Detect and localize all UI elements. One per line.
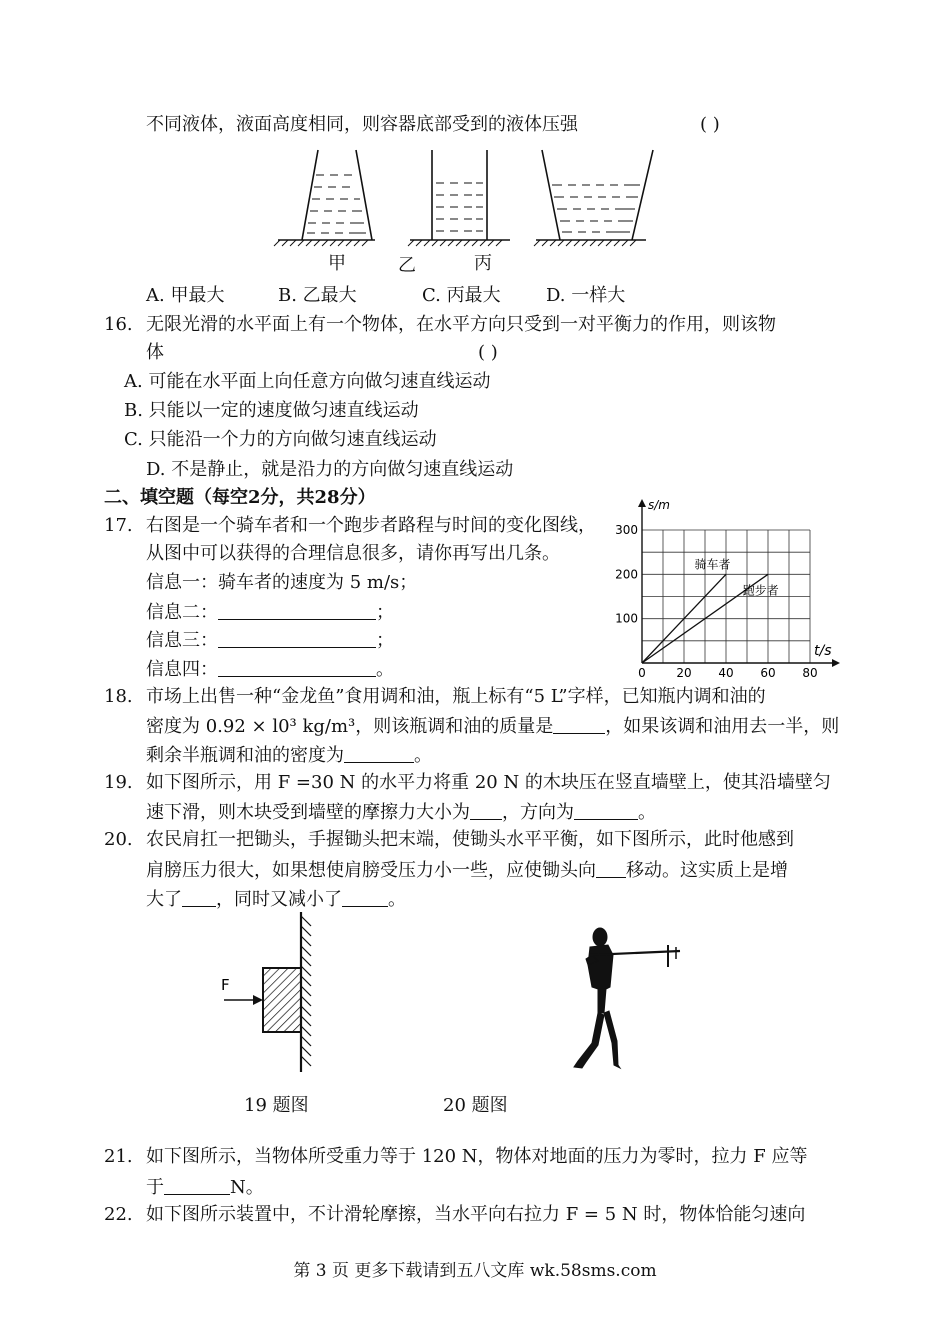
chart-series-label-runner: 跑步者 xyxy=(742,583,779,598)
q18-number: 18. xyxy=(104,686,133,707)
q19-direction-blank[interactable] xyxy=(574,802,638,820)
q15-stem: 不同液体，液面高度相同，则容器底部受到的液体压强 xyxy=(146,114,578,135)
q19-stem-line2 xyxy=(146,802,656,822)
q19-line2-tail: 。 xyxy=(638,802,656,823)
q15-option-d: D. 一样大 xyxy=(546,285,626,306)
q18-line3-tail: 。 xyxy=(414,745,432,766)
q20-line3-mid: ，同时又减小了 xyxy=(216,889,342,910)
x-axis-arrow xyxy=(832,659,840,667)
q17-info2-semicolon: ； xyxy=(376,602,394,623)
q17-info4-blank[interactable] xyxy=(218,659,376,677)
y-axis-arrow xyxy=(638,499,646,507)
q20-direction-blank[interactable] xyxy=(596,860,626,878)
q20-decrease-blank[interactable] xyxy=(342,889,388,907)
q20-stem-line2 xyxy=(146,860,788,880)
q19-line2-mid: ，方向为 xyxy=(502,802,574,823)
q20-number: 20. xyxy=(104,829,133,850)
fig19-block-wall-diagram xyxy=(210,910,330,1075)
q15-containers-figure xyxy=(270,145,670,255)
q18-stem-line3 xyxy=(146,745,432,765)
y-tick-label: 300 xyxy=(615,523,638,537)
q17-info2 xyxy=(146,602,394,622)
q16-option-d: D. 不是静止，就是沿力的方向做匀速直线运动 xyxy=(146,459,514,480)
q17-info2-label: 信息二： xyxy=(146,602,218,623)
q15-label-bing: 丙 xyxy=(474,253,492,274)
q18-stem-line1: 市场上出售一种“金龙鱼”食用调和油，瓶上标有“5 L”字样，已知瓶内调和油的 xyxy=(146,686,766,707)
chart-y-axis-label: s/m xyxy=(648,498,670,512)
q17-info3-semicolon: ； xyxy=(376,630,394,651)
q18-line3-text: 剩余半瓶调和油的密度为 xyxy=(146,745,344,766)
q17-info3-label: 信息三： xyxy=(146,630,218,651)
q20-line2-text: 肩膀压力很大，如果想使肩膀受压力小一些，应使锄头向 xyxy=(146,860,596,881)
chart-grid xyxy=(642,530,810,663)
q20-increase-blank[interactable] xyxy=(182,889,216,907)
q21-force-blank[interactable] xyxy=(164,1177,230,1195)
q20-stem-line3 xyxy=(146,889,406,909)
y-tick-label: 200 xyxy=(615,567,638,582)
chart-x-axis-label: t/s xyxy=(814,643,832,659)
x-tick-label: 40 xyxy=(718,666,734,680)
q18-mass-blank[interactable] xyxy=(553,716,605,734)
container-jia xyxy=(274,150,375,246)
container-yi xyxy=(408,150,510,246)
chart-tick-labels xyxy=(615,523,818,680)
q21-stem-line1: 如下图所示，当物体所受重力等于 120 N，物体对地面的压力为零时，拉力 F 应等 xyxy=(146,1146,808,1167)
q18-line2-text: 密度为 0.92 × l0³ kg/m³，则该瓶调和油的质量是 xyxy=(146,716,554,737)
q17-info1: 信息一：骑车者的速度为 5 m/s； xyxy=(146,572,418,593)
q20-stem-line1: 农民肩扛一把锄头，手握锄头把末端，使锄头水平平衡，如下图所示，此时他感到 xyxy=(146,829,794,850)
q15-label-yi: 乙 xyxy=(398,255,416,276)
farmer-silhouette xyxy=(574,928,620,1068)
q15-answer-paren: ( ) xyxy=(700,114,720,135)
q15-option-a: A. 甲最大 xyxy=(146,285,225,306)
q20-line2-tail: 移动。这实质上是增 xyxy=(626,860,788,881)
q16-number: 16. xyxy=(104,314,133,335)
q21-number: 21. xyxy=(104,1146,133,1167)
q22-number: 22. xyxy=(104,1204,133,1225)
chart-series-label-cyclist: 骑车者 xyxy=(694,557,731,572)
q20-line3-text: 大了 xyxy=(146,889,182,910)
fig20-caption: 20 题图 xyxy=(443,1095,508,1116)
q17-info4-period: 。 xyxy=(376,659,394,680)
q16-stem-line1: 无限光滑的水平面上有一个物体，在水平方向只受到一对平衡力的作用，则该物 xyxy=(146,314,776,335)
x-tick-label: 60 xyxy=(760,666,776,680)
wall-hatching xyxy=(301,916,311,1066)
q19-friction-blank[interactable] xyxy=(470,802,502,820)
q20-line3-tail: 。 xyxy=(388,889,406,910)
q17-info2-blank[interactable] xyxy=(218,602,376,620)
q16-stem-line2: 体 xyxy=(146,342,164,363)
fig19-caption: 19 题图 xyxy=(244,1095,309,1116)
q17-info4-label: 信息四： xyxy=(146,659,218,680)
x-tick-label: 0 xyxy=(638,666,646,680)
q19-line2-text: 速下滑，则木块受到墙壁的摩擦力大小为 xyxy=(146,802,470,823)
y-tick-label: 100 xyxy=(615,611,638,626)
wooden-block xyxy=(263,968,301,1032)
q17-info3 xyxy=(146,630,394,650)
q17-stem-line1: 右图是一个骑车者和一个跑步者路程与时间的变化图线， xyxy=(146,515,596,536)
q16-option-a: A. 可能在水平面上向任意方向做匀速直线运动 xyxy=(124,371,491,392)
q19-number: 19. xyxy=(104,772,133,793)
container-bing xyxy=(534,150,653,246)
q21-line2-text: 于 xyxy=(146,1177,164,1198)
q17-info4 xyxy=(146,659,394,679)
q21-stem-line2 xyxy=(146,1177,264,1197)
q16-answer-paren: ( ) xyxy=(478,342,498,363)
q17-distance-time-chart xyxy=(600,495,860,680)
page-footer: 第 3 页 更多下载请到五八文库 wk.58sms.com xyxy=(293,1261,657,1281)
q18-line2-tail: ，如果该调和油用去一半，则 xyxy=(605,716,840,737)
force-label: F xyxy=(221,976,230,994)
q19-stem-line1: 如下图所示，用 F =30 N 的水平力将重 20 N 的木块压在竖直墙壁上，使其沿墙壁匀 xyxy=(146,772,831,793)
q15-option-c: C. 丙最大 xyxy=(422,285,501,306)
q17-stem-line2: 从图中可以获得的合理信息很多，请你再写出几条。 xyxy=(146,543,560,564)
q16-option-b: B. 只能以一定的速度做匀速直线运动 xyxy=(124,400,419,421)
q16-option-c: C. 只能沿一个力的方向做匀速直线运动 xyxy=(124,429,437,450)
q15-label-jia: 甲 xyxy=(328,253,346,274)
q17-info3-blank[interactable] xyxy=(218,630,376,648)
q17-number: 17. xyxy=(104,515,133,536)
q21-line2-tail: N。 xyxy=(230,1177,264,1198)
q22-stem-line1: 如下图所示装置中，不计滑轮摩擦，当水平向右拉力 F = 5 N 时，物体恰能匀速向 xyxy=(146,1204,806,1225)
force-arrow-head xyxy=(253,995,263,1005)
q18-stem-line2 xyxy=(146,716,839,736)
fig20-farmer-hoe-figure xyxy=(568,925,688,1075)
q15-option-b: B. 乙最大 xyxy=(278,285,357,306)
q18-density-blank[interactable] xyxy=(344,745,414,763)
x-tick-label: 20 xyxy=(676,666,692,680)
section2-heading: 二、填空题（每空2分，共28分） xyxy=(104,487,376,508)
x-tick-label: 80 xyxy=(802,666,818,680)
